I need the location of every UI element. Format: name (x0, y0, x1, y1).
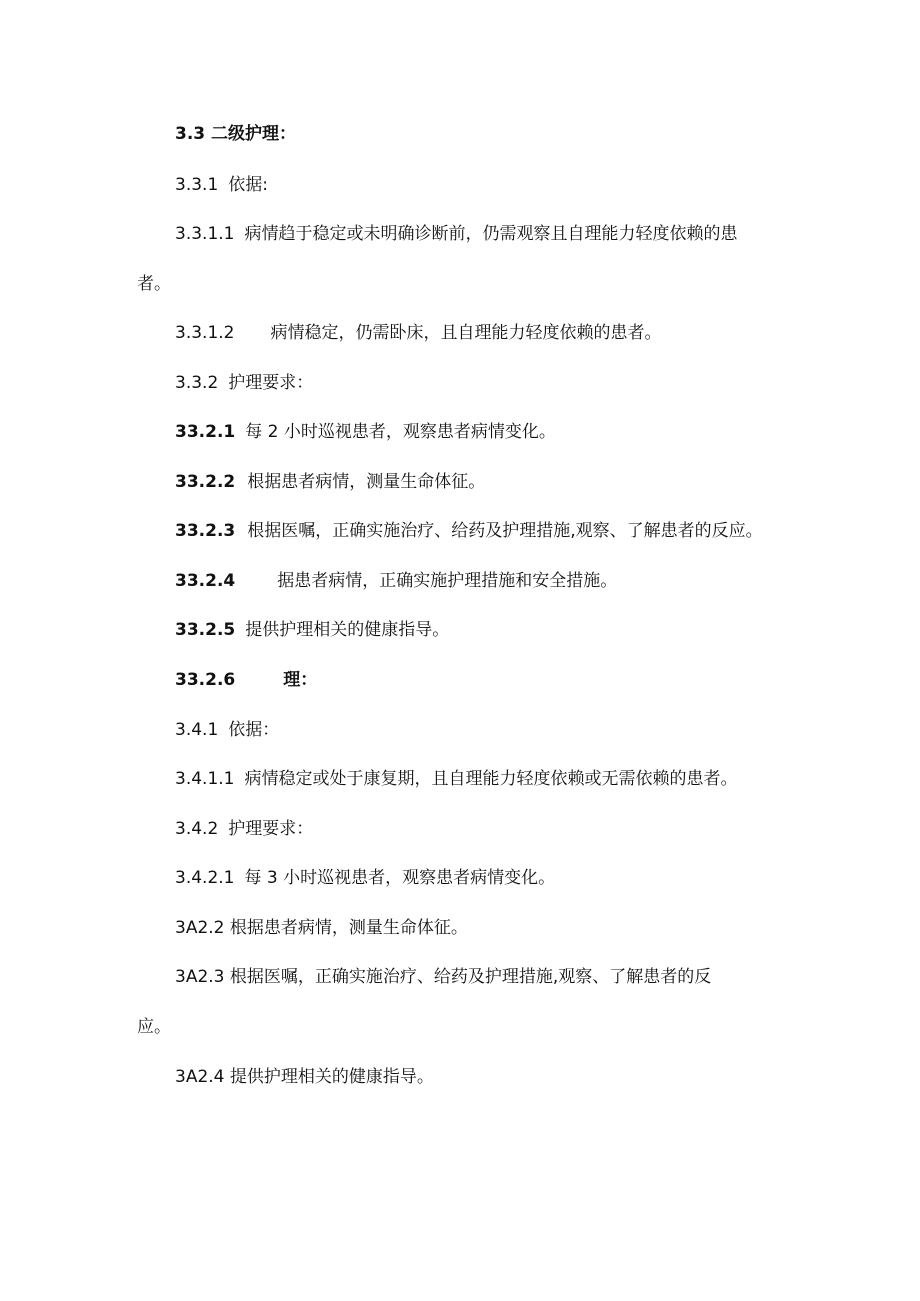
item-33-2-4 (175, 569, 617, 593)
item-33-2-2 (175, 470, 485, 494)
item-text: 护理要求： (228, 373, 314, 393)
item-3a2-3 (175, 965, 711, 989)
section-heading-3-3 (175, 122, 296, 146)
item-text: 3A2.4 提供护理相关的健康指导。 (175, 1067, 434, 1087)
item-3-3-2 (175, 371, 313, 395)
item-number: 3.3.1.2 (175, 323, 235, 343)
item-number: 33.2.2 (175, 472, 236, 492)
item-number: 33.2.4 (175, 571, 236, 591)
item-number: 3.4.1.1 (175, 769, 235, 789)
item-3-3-1 (175, 173, 268, 197)
item-text: 3A2.2 根据患者病情，测量生命体征。 (175, 918, 468, 938)
item-number: 3.3.2 (175, 373, 219, 393)
item-number: 3.4.1 (175, 720, 219, 740)
item-33-2-6 (175, 668, 317, 692)
item-text: 病情稳定或处于康复期，且自理能力轻度依赖或无需依赖的患者。 (244, 769, 738, 789)
item-text: 病情趋于稳定或未明确诊断前，仍需观察且自理能力轻度依赖的患 (244, 224, 738, 244)
item-3-4-2 (175, 817, 313, 841)
item-3-3-1-2 (175, 321, 661, 345)
item-text: 根据患者病情，测量生命体征。 (247, 472, 486, 492)
item-text: 者。 (137, 274, 171, 294)
item-number: 3.3.1 (175, 175, 219, 195)
item-number: 33.2.6 (175, 670, 236, 690)
item-3a2-2 (175, 916, 468, 940)
item-number: 33.2.3 (175, 521, 236, 541)
item-text: 依据： (228, 720, 280, 740)
item-33-2-1 (175, 420, 556, 444)
item-text: 每 2 小时巡视患者，观察患者病情变化。 (245, 422, 556, 442)
item-text: 应。 (137, 1017, 171, 1037)
item-3-4-2-1 (175, 866, 555, 890)
item-number: 33.2.1 (175, 422, 236, 442)
item-3-4-1-1 (175, 767, 737, 791)
item-3-3-1-1 (175, 222, 737, 246)
item-33-2-3 (175, 519, 763, 543)
item-text: 3A2.3 根据医嘱，正确实施治疗、给药及护理措施,观察、了解患者的反 (175, 967, 712, 987)
item-text: 护理要求： (228, 819, 314, 839)
item-text: 理： (283, 670, 318, 690)
item-number: 3.4.2 (175, 819, 219, 839)
item-number: 3.3.1.1 (175, 224, 235, 244)
item-33-2-5 (175, 618, 449, 642)
item-number: 3.4.2.1 (175, 868, 235, 888)
item-text: 据患者病情，正确实施护理措施和安全措施。 (277, 571, 618, 591)
item-3-3-1-1-continuation (137, 272, 171, 296)
item-text: 提供护理相关的健康指导。 (245, 620, 450, 640)
item-3-4-1 (175, 718, 279, 742)
item-text: 根据医嘱，正确实施治疗、给药及护理措施,观察、了解患者的反应。 (247, 521, 763, 541)
item-3a2-3-continuation (137, 1015, 171, 1039)
item-text: 依据: (228, 175, 268, 195)
item-number: 33.2.5 (175, 620, 236, 640)
item-3a2-4 (175, 1065, 434, 1089)
item-text: 病情稳定，仍需卧床，且自理能力轻度依赖的患者。 (270, 323, 662, 343)
item-text: 每 3 小时巡视患者，观察患者病情变化。 (244, 868, 556, 888)
heading-text: 3.3 二级护理： (175, 124, 297, 144)
